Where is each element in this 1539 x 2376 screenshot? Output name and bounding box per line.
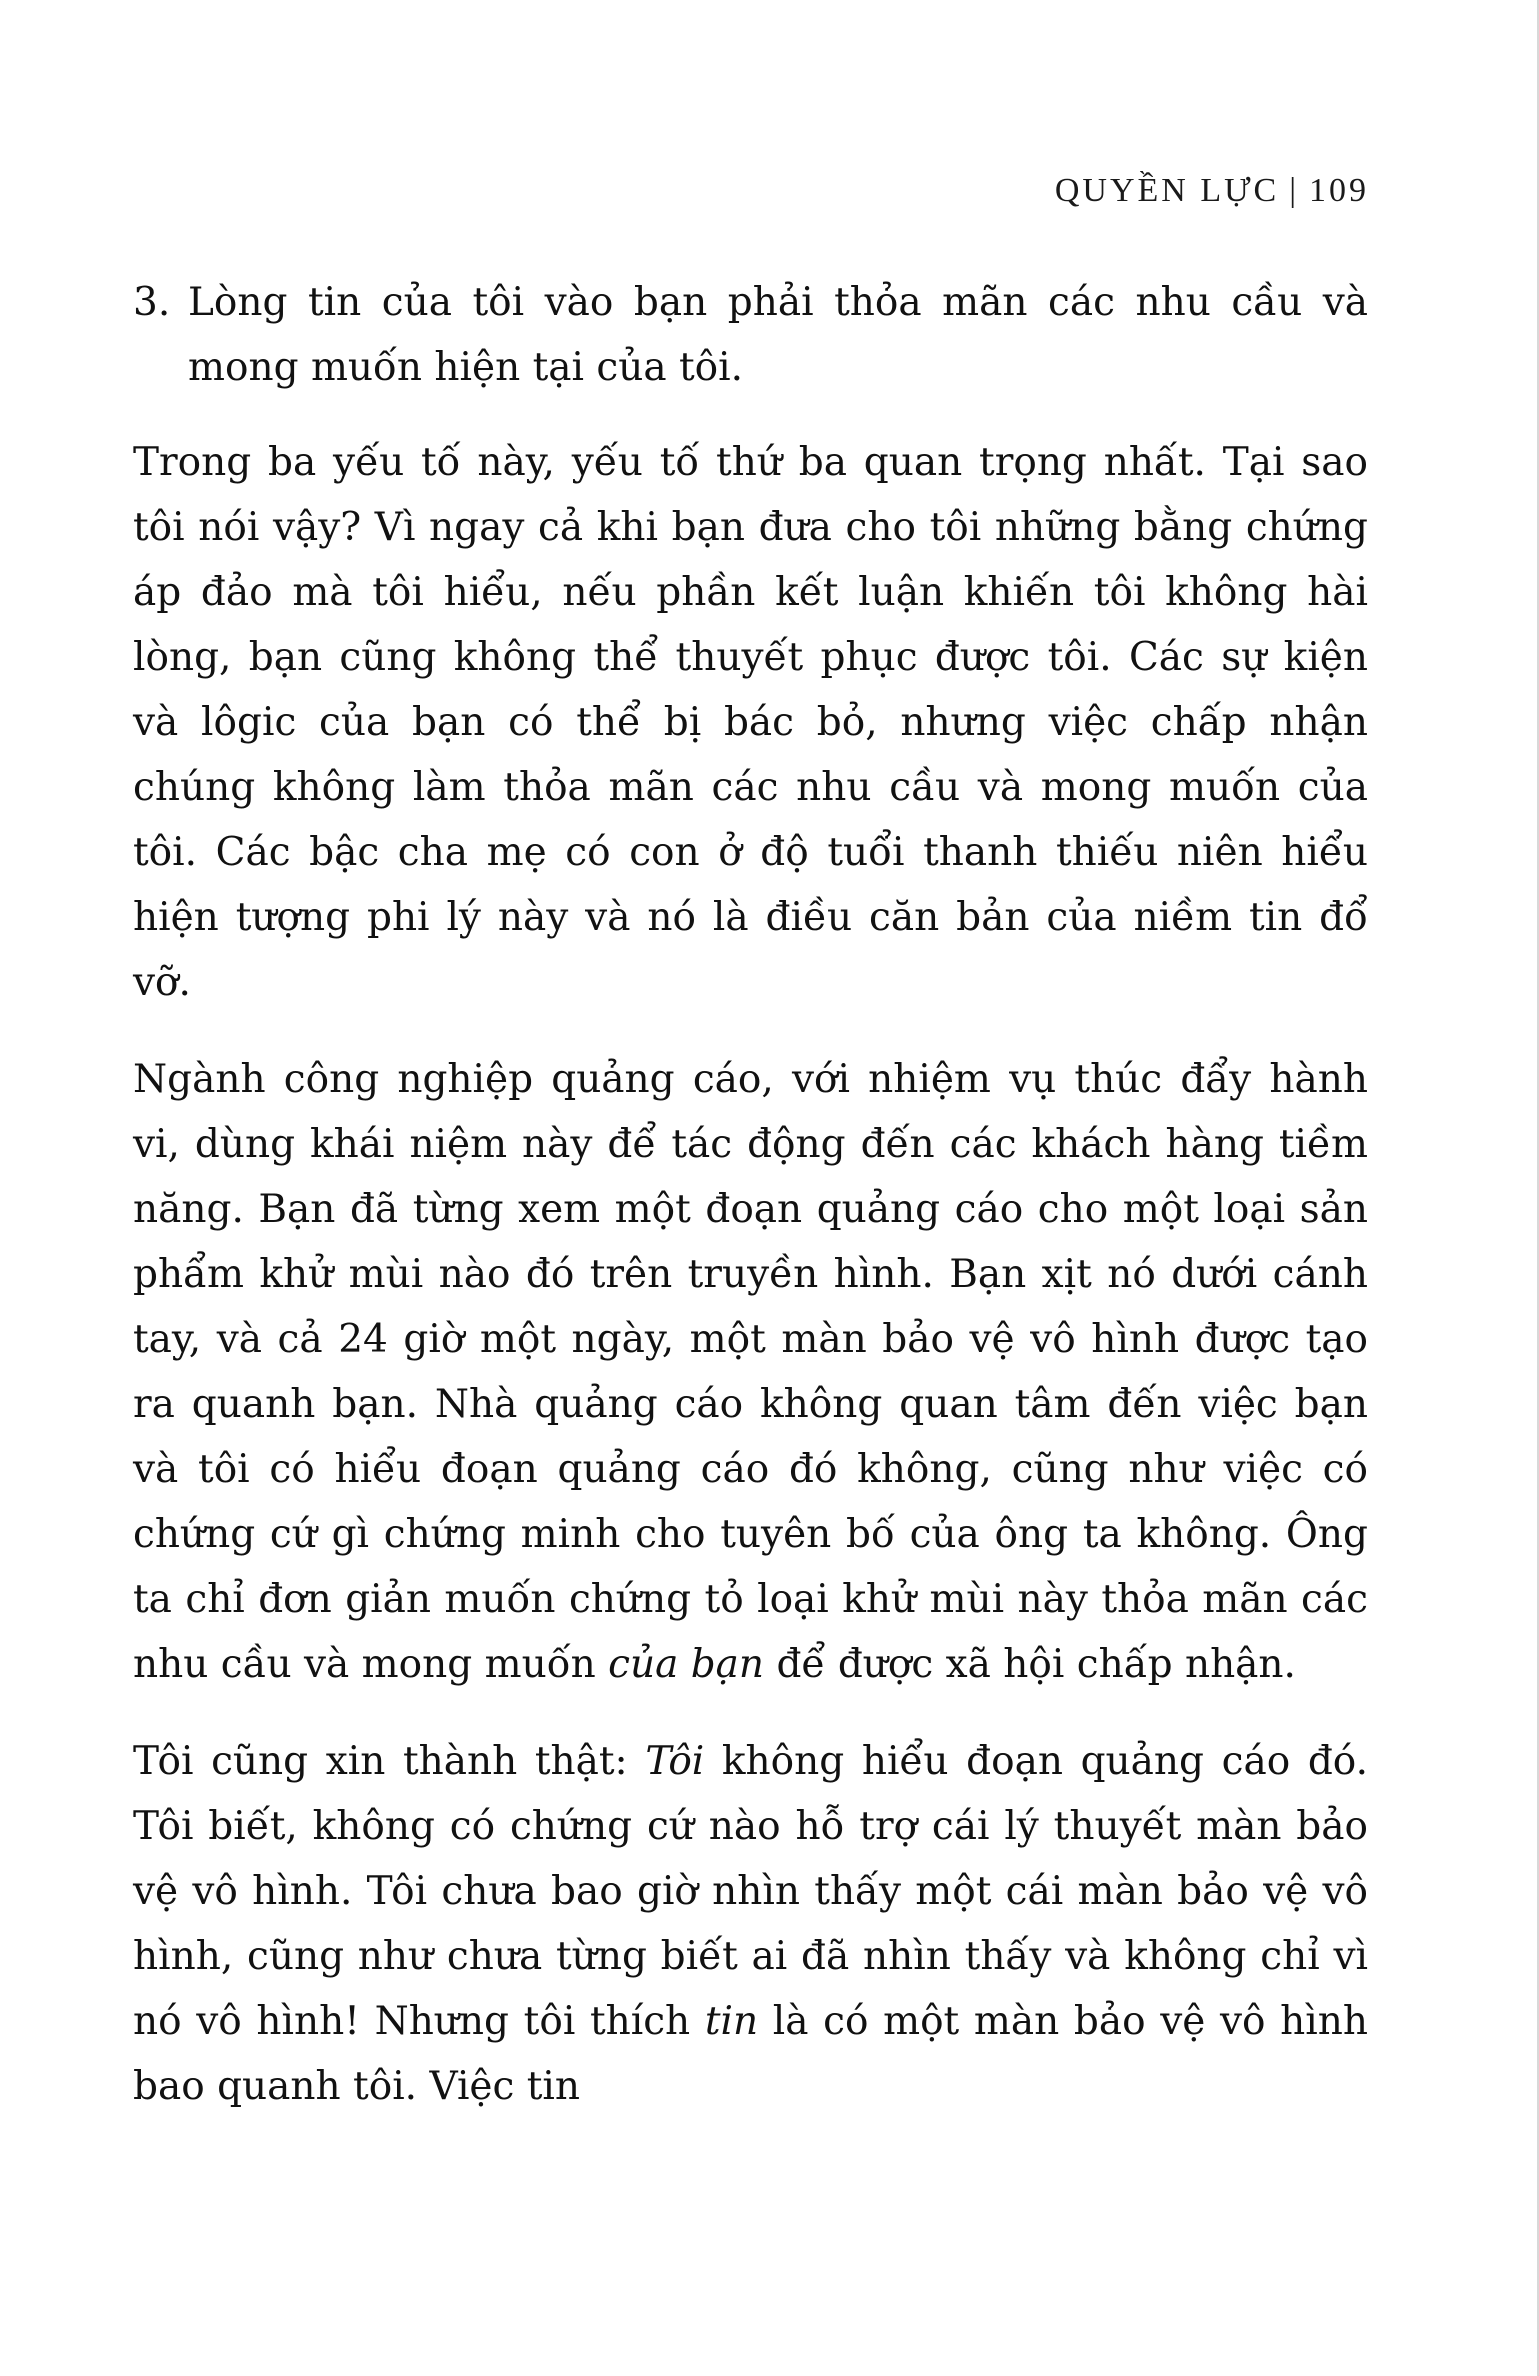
paragraph-2-text-a: Ngành công nghiệp quảng cáo, với nhiệm vụ thúc đẩy hành vi, dùng khái niệm này để tác động đến các khách hàng tiềm năng. Bạn đã từng xem một đoạn quảng cáo cho một loại sản phẩm khử mùi nào đó trên truyền hình. Bạn xịt nó dưới cánh tay, và cả 24 giờ một ngày, một màn bảo vệ vô hình được tạo ra quanh bạn. Nhà quảng cáo không quan tâm đến việc bạn và tôi có hiểu đoạn quảng cáo đó không, cũng như việc có chứng cứ gì chứng minh cho tuyên bố của ông ta không. Ông ta chỉ đơn giản muốn chứng tỏ loại khử mùi này thỏa mãn các nhu cầu và mong muốn — [133, 1057, 1368, 1687]
list-number: 3. — [133, 280, 171, 325]
page-number: 109 — [1309, 172, 1369, 209]
list-item-text: Lòng tin của tôi vào bạn phải thỏa mãn các nhu cầu và mong muốn hiện tại của tôi. — [188, 280, 1368, 390]
paragraph-3-text-b: không hiểu đoạn quảng cáo đó. Tôi biết, không có chứng cứ nào hỗ trợ cái lý thuyết màn bảo vệ vô hình. Tôi chưa bao giờ nhìn thấy một cái màn bảo vệ vô hình, cũng như chưa từng biết ai đã nhìn thấy và không chỉ vì nó vô hình! Nhưng tôi thích — [133, 1739, 1368, 2044]
page-body — [133, 270, 1368, 2151]
running-title: QUYỀN LỰC — [1054, 172, 1280, 209]
paragraph-3-text-c: là có một màn bảo vệ vô hình bao quanh tôi. Việc tin — [133, 1999, 1368, 2109]
paragraph-3-emphasis-2: tin — [704, 1999, 759, 2044]
paragraph-3-emphasis-1: Tôi — [645, 1739, 705, 1784]
paragraph-2-emphasis: của bạn — [608, 1642, 765, 1687]
paragraph-2 — [133, 1047, 1368, 1697]
running-header — [1055, 172, 1369, 210]
paragraph-2-text-b: để được xã hội chấp nhận. — [764, 1642, 1296, 1687]
paragraph-3 — [133, 1729, 1368, 2119]
paragraph-1: Trong ba yếu tố này, yếu tố thứ ba quan trọng nhất. Tại sao tôi nói vậy? Vì ngay cả khi bạn đưa cho tôi những bằng chứng áp đảo mà tôi hiểu, nếu phần kết luận khiến tôi không hài lòng, bạn cũng không thể thuyết phục được tôi. Các sự kiện và lôgic của bạn có thể bị bác bỏ, nhưng việc chấp nhận chúng không làm thỏa mãn các nhu cầu và mong muốn của tôi. Các bậc cha mẹ có con ở độ tuổi thanh thiếu niên hiểu hiện tượng phi lý này và nó là điều căn bản của niềm tin đổ vỡ. — [133, 440, 1368, 1005]
list-item-3 — [133, 270, 1368, 400]
header-separator: | — [1289, 172, 1299, 209]
paragraph-3-text-a: Tôi cũng xin thành thật: — [133, 1739, 646, 1784]
